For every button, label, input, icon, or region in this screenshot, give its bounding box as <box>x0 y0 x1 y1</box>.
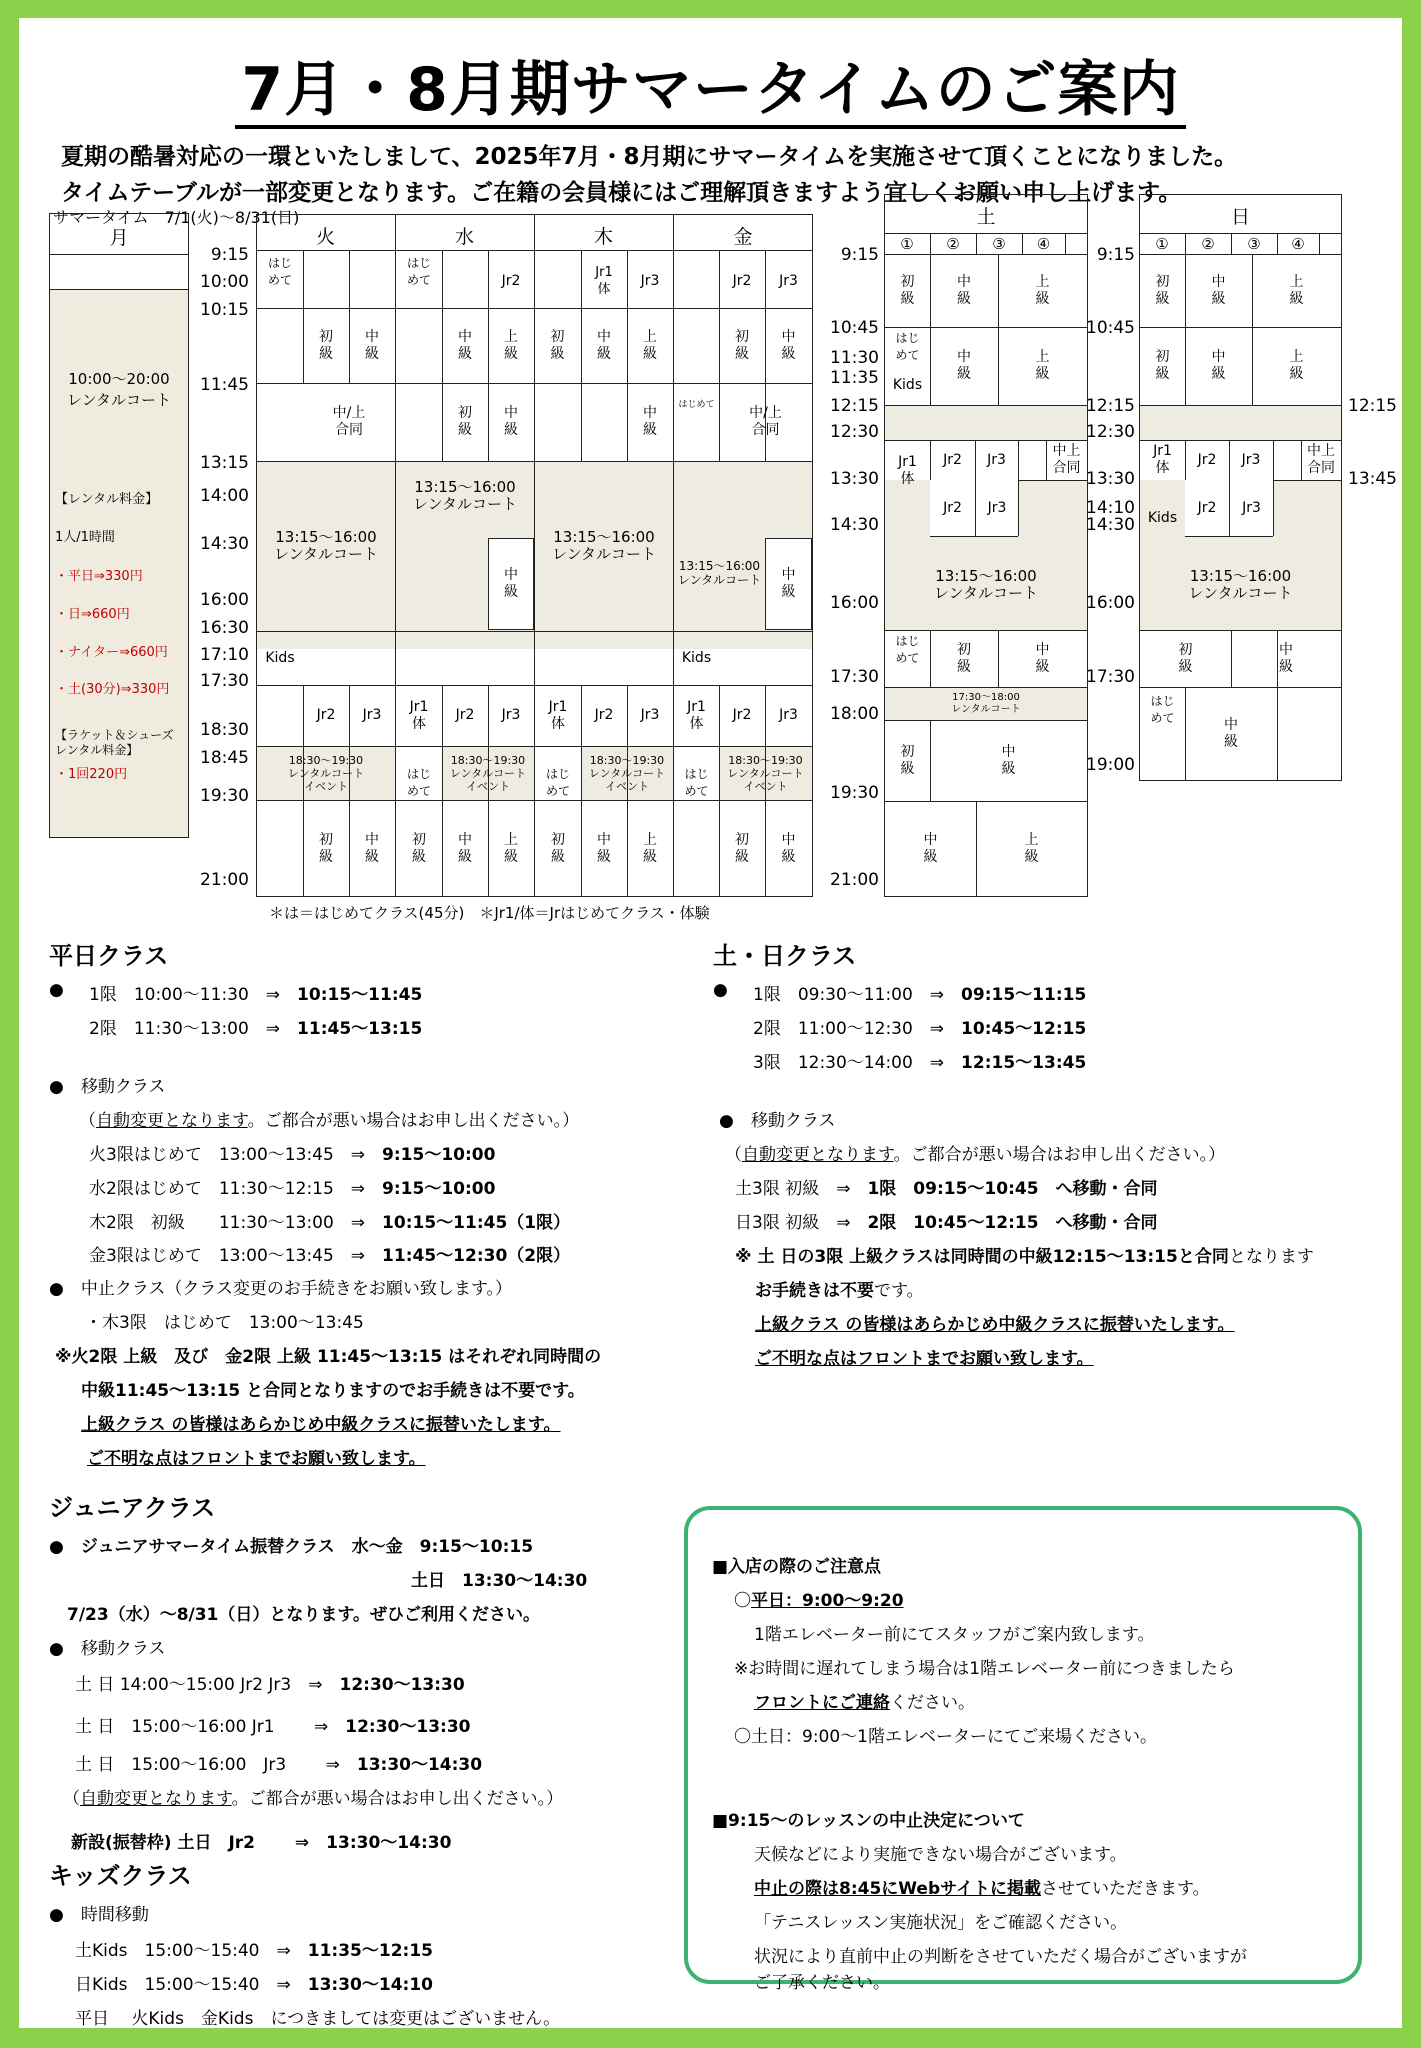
sun-chujo: 中上 合同 <box>1307 443 1335 476</box>
time-label: 10:15 <box>200 300 249 320</box>
time-label: 16:00 <box>200 590 249 610</box>
time-label: 13:30 <box>1086 469 1135 489</box>
mon-rental: 10:00～20:00 レンタルコート <box>66 370 172 409</box>
sat-hajime: はじ めて <box>895 331 920 362</box>
time-label: 18:00 <box>830 704 879 724</box>
cell-fri-shokyu: 初 級 <box>735 328 749 362</box>
cell-fri-jr3: Jr3 <box>779 272 798 289</box>
intro-line-1: 夏期の酷暑対応の一環といたしまして、2025年7月・8月期にサマータイムを実施させて頂くことになりました。 <box>61 144 1238 170</box>
time-label: 12:15 <box>1348 396 1397 416</box>
wk-l2b: 11:45～13:15 <box>297 1019 423 1039</box>
sat-court-4: ④ <box>1036 234 1051 253</box>
cell-tue-event: 18:30～19:30 レンタルコート イベント <box>287 753 365 793</box>
jr-newb: 13:30～14:30 <box>326 1833 452 1853</box>
cell-wed-hajime: はじ めて <box>406 256 431 287</box>
cell-fri-jr3-2: Jr3 <box>779 707 798 723</box>
we-n1r: となります <box>1228 1247 1314 1267</box>
time-label: 13:45 <box>1348 469 1397 489</box>
cell-tue-hajime: はじ めて <box>267 256 292 287</box>
sun-chukyu: 中 級 <box>1211 273 1226 307</box>
fee-sunday: ・日⇒660円 <box>55 607 130 622</box>
fee-sat: ・土(30分)⇒330円 <box>55 682 170 697</box>
sat-jr1: Jr1 体 <box>898 454 917 487</box>
sun-jr2: Jr2 <box>1197 451 1217 468</box>
wk-l1: 1限 10:00～11:30 ⇒ <box>89 985 281 1005</box>
jr-m2: 土 日 15:00～16:00 Jr1 ⇒ <box>75 1717 329 1737</box>
we-l2b: 10:45～12:15 <box>961 1019 1087 1039</box>
notice-h1: ■入店の際のご注意点 <box>712 1557 882 1577</box>
jr-l1b: 土日 13:30～14:30 <box>411 1571 588 1591</box>
wk-n4: ご不明な点はフロントまでお願い致します。 <box>87 1449 426 1469</box>
sat-jokyu: 上 級 <box>1035 273 1050 307</box>
cell-thu-shokyu-2: 初 級 <box>551 831 565 865</box>
sun-chukyu-3: 中 級 <box>1279 641 1293 675</box>
cell-fri-rental: 13:15～16:00 レンタルコート <box>677 559 762 587</box>
time-label: 19:30 <box>200 786 249 806</box>
sat-jokyu-2: 上 級 <box>1035 349 1050 382</box>
cell-wed-rental: 13:15～16:00 レンタルコート <box>412 478 518 513</box>
sun-shokyu-3: 初 級 <box>1178 641 1193 675</box>
cell-wed-jr3: Jr3 <box>501 707 521 723</box>
notice-q3: 「テニスレッスン実施状況」をご確認ください。 <box>754 1913 1128 1933</box>
wk-move: 移動クラス <box>80 1077 166 1097</box>
wk-auto-rest: 。ご都合が悪い場合はお申し出ください。） <box>247 1111 580 1131</box>
fee-per: 1人/1時間 <box>55 530 115 545</box>
cell-tue-jr2: Jr2 <box>316 707 336 723</box>
sat-rental: 13:15～16:00 レンタルコート <box>933 567 1039 602</box>
jr-auto: 自動変更となります <box>80 1789 232 1809</box>
time-label: 11:30 <box>830 348 879 368</box>
we-n4: ご不明な点はフロントまでお願い致します。 <box>755 1349 1094 1369</box>
cell-tue-rental: 13:15～16:00 レンタルコート <box>273 528 379 563</box>
sat-jr2-2: Jr2 <box>930 480 975 536</box>
notice-q4: 状況により直前中止の判断をさせていただく場合がございますが <box>754 1947 1247 1967</box>
we-m1b: 1限 09:15～10:45 へ移動・合同 <box>867 1179 1158 1199</box>
kids-k2: 日Kids 15:00～15:40 ⇒ <box>75 1975 291 1995</box>
junior-heading: ジュニアクラス <box>49 1494 216 1522</box>
sat-chukyu: 中 級 <box>957 273 971 307</box>
day-wed: 水 <box>454 226 474 248</box>
time-label: 16:00 <box>1086 593 1135 613</box>
weekend-heading: 土・日クラス <box>713 942 857 970</box>
cell-thu-jokyu-2: 上 級 <box>643 831 657 865</box>
sun-jokyu-2: 上 級 <box>1289 349 1304 382</box>
we-l3b: 12:15～13:45 <box>961 1053 1087 1073</box>
day-tue: 火 <box>315 226 335 248</box>
wk-m2: 水2限はじめて 11:30～12:15 ⇒ <box>89 1179 366 1199</box>
cell-fri-hajime: はじめて <box>678 399 715 410</box>
cell-tue-kids: Kids <box>265 649 295 666</box>
wk-n1: ※火2限 上級 及び 金2限 上級 11:45～13:15 はそれぞれ同時間の <box>55 1347 602 1367</box>
wk-m4b: 11:45～12:30（2限） <box>382 1246 571 1266</box>
sat-shokyu-3: 初 級 <box>900 743 915 777</box>
notice-p1: 平日：9:00～9:20 <box>751 1591 904 1611</box>
we-n3: 上級クラス の皆様はあらかじめ中級クラスに振替いたします。 <box>755 1315 1235 1335</box>
cell-wed-jokyu: 上 級 <box>504 328 518 362</box>
notice-p2: 1階エレベーター前にてスタッフがご案内致します。 <box>754 1625 1155 1645</box>
wk-auto: 自動変更となります <box>96 1111 248 1131</box>
cell-fri-chukyu-3: 中 級 <box>781 831 796 865</box>
time-label: 12:15 <box>1086 396 1135 416</box>
cell-wed-chukyu-2: 中 級 <box>504 405 518 438</box>
time-label: 11:35 <box>830 368 879 388</box>
we-m1: 土3限 初級 ⇒ <box>735 1179 851 1199</box>
jr-m3: 土 日 15:00～16:00 Jr3 ⇒ <box>75 1755 340 1775</box>
wk-stop: 中止クラス（クラス変更のお手続きをお願い致します。） <box>80 1279 512 1299</box>
wk-n3: 上級クラス の皆様はあらかじめ中級クラスに振替いたします。 <box>81 1415 561 1435</box>
time-label: 18:45 <box>200 748 249 768</box>
time-label: 14:10 <box>1086 498 1135 518</box>
sat-jokyu-3: 上 級 <box>1024 832 1039 865</box>
cell-thu-jokyu: 上 級 <box>643 328 657 362</box>
sat-rental-2: 17:30～18:00 レンタルコート <box>951 691 1021 715</box>
jr-auto-rest: 。ご都合が悪い場合はお申し出ください。） <box>231 1789 564 1809</box>
cell-tue-jr3: Jr3 <box>362 707 382 723</box>
cell-fri-chujo: 中/上 合同 <box>749 405 782 438</box>
day-thu: 木 <box>593 226 613 248</box>
cell-wed-jr1: Jr1 体 <box>409 698 429 732</box>
notice-q5: ご了承ください。 <box>754 1973 890 1993</box>
cell-thu-shokyu: 初 級 <box>550 328 565 362</box>
flyer: 7月・8月期サマータイムのご案内 夏期の酷暑対応の一環といたしまして、2025年7月・8月期にサマータイムを実施させて頂くことになりました。 タイムテーブルが一部変更となります。ご在籍の会員様にはご理解頂きますよう宜しくお願い申し上げます。 サマータイム 7/1(火)～8/31(日) 月 10:00～20:00 レンタルコート 【レンタル料金】 1人/1時間 ・平日⇒330円 ・日⇒660円 ・ナイター⇒660円 ・土(30分)⇒330円 【ラケット＆シューズ レンタル料金】 ・1回220円 火 水 木 金 はじ めて 初 級 中 級 中/上 合同 13:15～16:00 レンタルコート Kids Jr2 Jr3 18:30～19:30 レンタルコート イベント 初 級 中 級 はじ めて Jr2 中 級 上 級 初 級 中 級 13:15～16:00 レンタルコート 中 級 Jr1 体 Jr2 Jr3 はじ めて 18:30～19:30 レンタルコート イベント 初 級 中 級 上 級 Jr1 体 Jr3 初 級 中 級 上 級 中 級 13:15～16:00 レンタルコート Jr1 体 Jr2 Jr3 はじ めて 18:30～19:30 レンタルコート イベント 初 級 中 級 上 級 Jr2 Jr3 初 級 中 級 はじめて 中/上 合同 13:15～16:00 レンタルコート 中 級 Kids Jr1 体 Jr2 Jr3 はじ めて 18:30～19:30 レンタルコート イベント 初 級 中 級 9:15 10:00 10:15 11:45 13:15 14:00 14:30 16:00 16:30 17:10 17:30 18:30 18:45 19:30 21:00 ＊は＝はじめてクラス(45分) ＊Jr1/体＝Jrはじめてクラス・体験 土 ① ② ③ ④ 初 級 中 級 上 級 はじ めて Kids 中 級 上 級 Jr1 体 Jr2 Jr3 中上 合同 Jr2 Jr3 13:15～16:00 レンタルコート はじ めて 初 級 中 級 17:30～18:00 レンタルコート 初 級 中 級 中 級 上 級 9:15 10:45 11:30 11:35 12:15 12:30 13:30 14:30 16:00 17:30 18:00 19:30 21:00 日 ① ② ③ ④ 初 級 中 級 上 級 初 級 中 級 上 級 Jr1 体 Kids Jr2 Jr3 中上 合同 Jr2 Jr3 13:15～16:00 レンタルコート 初 級 中 級 はじ めて 中 級 9:15 10:45 12:15 12:30 13:30 14:10 14:30 16:00 17:30 19:00 12:15 13:45 平日クラス ● 1限 10:00～11:30 ⇒ 10:15～11:45 2限 11:30～13:00 ⇒ 11:45～13:15 ● 移動クラス （自動変更となります。ご都合が悪い場合はお申し出ください。） 火3限はじめて 13:00～13:45 ⇒ 9:15～10:00 水2限はじめて 11:30～12:15 ⇒ 9:15～10:00 木2限 初級 11:30～13:00 ⇒ 10:15～11:45（1限） 金3限はじめて 13:00～13:45 ⇒ 11:45～12:30（2限） ● 中止クラス（クラス変更のお手続きをお願い致します。） ・木3限 はじめて 13:00～13:45 ※火2限 上級 及び 金2限 上級 11:45～13:15 はそれぞれ同時間の 中級11:45～13:15 と合同となりますのでお手続きは不要です。 上級クラス の皆様はあらかじめ中級クラスに振替いたします。 ご不明な点はフロントまでお願い致します。 土・日クラス ● 1限 09:30～11:00 ⇒ 09:15～11:15 2限 11:00～12:30 ⇒ 10:45～12:15 3限 12:30～14:00 ⇒ 12:15～13:45 ● 移動クラス （自動変更となります。ご都合が悪い場合はお申し出ください。） 土3限 初級 ⇒ 1限 09:15～10:45 へ移動・合同 日3限 初級 ⇒ 2限 10:45～12:15 へ移動・合同 ※ 土 日の3限 上級クラスは同時間の中級12:15～13:15と合同となります お手続きは不要です。 上級クラス の皆様はあらかじめ中級クラスに振替いたします。 ご不明な点はフロントまでお願い致します。 ジュニアクラス ● ジュニアサマータイム振替クラス 水～金 9:15～10:15 土日 13:30～14:30 7/23（水）～8/31（日）となります。ぜひご利用ください。 ● 移動クラス 土 日 14:00～15:00 Jr2 Jr3 ⇒ 12:30～13:30 土 日 15:00～16:00 Jr1 ⇒ 12:30～13:30 土 日 15:00～16:00 Jr3 ⇒ 13:30～14:30 （自動変更となります。ご都合が悪い場合はお申し出ください。） 新設(振替枠) 土日 Jr2 ⇒ 13:30～14:30 キッズクラス ● 時間移動 土Kids 15:00～15:40 ⇒ 11:35～12:15 日Kids 15:00～15:40 ⇒ 13:30～14:10 平日 火Kids 金Kids につきましては変更はございません。 ■入店の際のご注意点 〇平日：9:00～9:20 1階エレベーター前にてスタッフがご案内致します。 ※お時間に遅れてしまう場合は1階エレベーター前につきましたら フロントにご連絡ください。 〇土日：9:00～1階エレベーターにてご来場ください。 ■9:15～のレッスンの中止決定について 天候などにより実施できない場合がございます。 中止の際は8:45にWebサイトに掲載させていただきます。 「テニスレッスン実施状況」をご確認ください。 状況により直前中止の判断をさせていただく場合がございますが ご了承ください。 <box>19 18 1402 2028</box>
cell-thu-chukyu: 中 級 <box>597 328 611 362</box>
time-label: 12:15 <box>830 396 879 416</box>
sun-kids: Kids <box>1147 509 1178 526</box>
cell-thu-chukyu-2: 中 級 <box>643 405 657 438</box>
time-label: 17:10 <box>200 645 249 665</box>
we-l1b: 09:15～11:15 <box>961 985 1087 1005</box>
sat-chukyu-4: 中 級 <box>1001 743 1016 777</box>
notice-p5: 〇土日：9:00～1階エレベーターにてご来場ください。 <box>734 1727 1157 1747</box>
jr-m3b: 13:30～14:30 <box>356 1755 483 1775</box>
jr-m2b: 12:30～13:30 <box>345 1717 471 1737</box>
sun-court-2: ② <box>1201 234 1215 253</box>
footnote: ＊は＝はじめてクラス(45分) ＊Jr1/体＝Jrはじめてクラス・体験 <box>269 904 710 922</box>
cell-tue-chukyu-2: 中 級 <box>365 831 379 865</box>
cell-wed-chukyu: 中 級 <box>458 328 472 362</box>
cell-fri-jr1: Jr1 体 <box>687 698 706 732</box>
time-label: 21:00 <box>200 870 249 890</box>
cell-fri-jr2: Jr2 <box>732 272 752 289</box>
kids-k2b: 13:30～14:10 <box>307 1975 433 1995</box>
time-label: 18:30 <box>200 720 249 740</box>
sat-chukyu-5: 中 級 <box>923 832 938 865</box>
cell-thu-chukyu-3: 中 級 <box>597 831 611 865</box>
sun-jr3-2: Jr3 <box>1230 480 1273 536</box>
kids-heading: キッズクラス <box>49 1862 192 1890</box>
sat-court-1: ① <box>900 234 914 253</box>
cell-thu-jr3: Jr3 <box>640 272 660 289</box>
period: サマータイム 7/1(火)～8/31(日) <box>53 208 300 227</box>
time-label: 11:45 <box>200 375 249 395</box>
kids-move: 時間移動 <box>80 1905 149 1925</box>
kids-k1b: 11:35～12:15 <box>307 1941 433 1961</box>
cell-wed-shokyu: 初 級 <box>458 405 472 438</box>
notice-p4u: フロントにご連絡 <box>754 1693 890 1713</box>
day-fri: 金 <box>733 226 753 248</box>
fee-weekday: ・平日⇒330円 <box>55 569 143 584</box>
intro-line-2: タイムテーブルが一部変更となります。ご在籍の会員様にはご理解頂きますよう宜しくお願い申し上げます。 <box>61 180 1182 206</box>
sat-jr3-2: Jr3 <box>976 480 1018 536</box>
sat-chukyu-3: 中 級 <box>1035 641 1050 675</box>
we-l3: 3限 12:30～14:00 ⇒ <box>753 1053 945 1073</box>
time-label: 13:30 <box>830 469 879 489</box>
sun-court-4: ④ <box>1291 234 1305 253</box>
wk-n2: 中級11:45～13:15 と合同となりますのでお手続きは不要です。 <box>81 1381 585 1401</box>
time-label: 9:15 <box>1096 245 1135 265</box>
cell-thu-hajime: はじ めて <box>545 767 570 798</box>
sun-rental: 13:15～16:00 レンタルコート <box>1188 567 1293 602</box>
cell-fri-kids: Kids <box>681 649 712 666</box>
cell-tue-shokyu: 初 級 <box>319 328 333 362</box>
wk-m2b: 9:15～10:00 <box>382 1179 496 1199</box>
sun-chukyu-2: 中 級 <box>1211 349 1226 382</box>
time-label: 21:00 <box>830 870 879 890</box>
jr-move: 移動クラス <box>80 1639 166 1659</box>
notice-p4r: ください。 <box>890 1693 975 1713</box>
time-label: 9:15 <box>840 245 879 265</box>
time-label: 10:45 <box>1086 318 1135 338</box>
cell-thu-jr1-2: Jr1 体 <box>548 698 568 732</box>
we-l2: 2限 11:00～12:30 ⇒ <box>753 1019 945 1039</box>
notice-h2: ■9:15～のレッスンの中止決定について <box>712 1811 1025 1831</box>
day-sat: 土 <box>976 206 996 228</box>
notice-q2u: 中止の際は8:45にWebサイトに掲載 <box>754 1879 1041 1899</box>
time-label: 17:30 <box>830 667 879 687</box>
sat-shokyu-2: 初 級 <box>957 641 971 675</box>
notice-p3: ※お時間に遅れてしまう場合は1階エレベーター前につきましたら <box>734 1659 1235 1679</box>
kids-k1: 土Kids 15:00～15:40 ⇒ <box>75 1941 291 1961</box>
sun-jr3: Jr3 <box>1241 451 1261 468</box>
cell-wed-jokyu-2: 上 級 <box>504 831 518 865</box>
notice-q1: 天候などにより実施できない場合がございます。 <box>754 1845 1127 1865</box>
cell-wed-jr2-2: Jr2 <box>455 707 475 723</box>
racket-head: 【ラケット＆シューズ レンタル料金】 <box>55 728 174 757</box>
cell-thu-jr1: Jr1 体 <box>595 265 613 297</box>
wk-stop1: ・木3限 はじめて 13:00～13:45 <box>85 1313 364 1333</box>
cell-wed-chukyu-3: 中 級 <box>488 538 534 630</box>
wk-m1: 火3限はじめて 13:00～13:45 ⇒ <box>89 1145 366 1165</box>
jr-m1: 土 日 14:00～15:00 Jr2 Jr3 ⇒ <box>75 1675 323 1695</box>
we-m2b: 2限 10:45～12:15 へ移動・合同 <box>867 1213 1158 1233</box>
we-m2: 日3限 初級 ⇒ <box>735 1213 851 1233</box>
weekday-heading: 平日クラス <box>49 942 169 970</box>
sun-jr2-2: Jr2 <box>1185 480 1229 536</box>
time-label: 14:30 <box>830 515 879 535</box>
cell-thu-jr3-2: Jr3 <box>640 707 660 723</box>
day-sun: 日 <box>1230 206 1250 228</box>
sun-chukyu-4: 中 級 <box>1224 717 1238 750</box>
notice-q2r: させていただきます。 <box>1040 1879 1210 1899</box>
cell-fri-event: 18:30～19:30 レンタルコート イベント <box>727 753 804 793</box>
time-label: 19:30 <box>830 783 879 803</box>
jr-l1: ジュニアサマータイム振替クラス 水～金 9:15～10:15 <box>80 1537 534 1557</box>
we-n2: お手続きは不要 <box>755 1281 874 1301</box>
fee-once: ・1回220円 <box>55 767 128 782</box>
wk-l2: 2限 11:30～13:00 ⇒ <box>89 1019 281 1039</box>
time-label: 14:00 <box>200 486 249 506</box>
sat-shokyu: 初 級 <box>900 273 915 307</box>
wk-l1b: 10:15～11:45 <box>297 985 423 1005</box>
time-label: 9:15 <box>210 245 249 265</box>
we-n2r: です。 <box>874 1281 924 1301</box>
time-label: 12:30 <box>1086 422 1135 442</box>
time-label: 13:15 <box>200 453 249 473</box>
cell-wed-event: 18:30～19:30 レンタルコート イベント <box>449 753 527 793</box>
we-n1: ※ 土 日の3限 上級クラスは同時間の中級12:15～13:15と合同 <box>735 1247 1229 1267</box>
we-move: 移動クラス <box>750 1111 836 1131</box>
cell-tue-chujo: 中/上 合同 <box>332 405 366 438</box>
time-label: 10:00 <box>200 272 249 292</box>
wk-m3: 木2限 初級 11:30～13:00 ⇒ <box>89 1213 366 1233</box>
jr-l2: 7/23（水）～8/31（日）となります。ぜひご利用ください。 <box>67 1605 541 1625</box>
fee-night: ・ナイター⇒660円 <box>55 645 168 660</box>
wk-m3b: 10:15～11:45（1限） <box>382 1213 571 1233</box>
kids-k3: 平日 火Kids 金Kids につきましては変更はございません。 <box>75 2009 561 2029</box>
sun-shokyu-2: 初 級 <box>1155 349 1170 382</box>
jr-m1b: 12:30～13:30 <box>339 1675 465 1695</box>
sun-jr1: Jr1 体 <box>1153 443 1172 476</box>
sat-court-2: ② <box>946 234 960 253</box>
cell-fri-jr2-2: Jr2 <box>732 707 752 723</box>
time-label: 14:30 <box>200 534 249 554</box>
time-label: 16:00 <box>830 593 879 613</box>
fee-head: 【レンタル料金】 <box>55 492 159 507</box>
time-label: 14:30 <box>1086 515 1135 535</box>
time-label: 19:00 <box>1086 755 1135 775</box>
cell-tue-shokyu-2: 初 級 <box>319 831 333 865</box>
page-title: 7月・8月期サマータイムのご案内 <box>19 50 1402 130</box>
sun-court-3: ③ <box>1247 234 1261 253</box>
cell-wed-shokyu-2: 初 級 <box>412 831 426 865</box>
sat-kids: Kids <box>892 377 923 393</box>
sat-jr2: Jr2 <box>943 451 962 468</box>
time-label: 17:30 <box>1086 667 1135 687</box>
we-auto: 自動変更となります <box>742 1145 894 1165</box>
cell-tue-chukyu: 中 級 <box>365 328 379 362</box>
day-mon: 月 <box>109 227 129 249</box>
cell-wed-jr2: Jr2 <box>501 272 521 289</box>
jr-new: 新設(振替枠) 土日 Jr2 ⇒ <box>71 1833 310 1853</box>
sat-court-3: ③ <box>992 234 1006 253</box>
cell-wed-chukyu-4: 中 級 <box>458 831 472 865</box>
cell-thu-jr2: Jr2 <box>594 707 614 723</box>
cell-fri-chukyu: 中 級 <box>781 328 796 362</box>
sat-chukyu-2: 中 級 <box>957 349 971 382</box>
we-auto-rest: 。ご都合が悪い場合はお申し出ください。） <box>893 1145 1226 1165</box>
sat-chujo: 中上 合同 <box>1052 443 1081 476</box>
wk-m1b: 9:15～10:00 <box>382 1145 496 1165</box>
sun-court-1: ① <box>1155 234 1169 253</box>
wk-m4: 金3限はじめて 13:00～13:45 ⇒ <box>89 1246 366 1266</box>
we-l1: 1限 09:30～11:00 ⇒ <box>753 985 945 1005</box>
sun-shokyu: 初 級 <box>1155 273 1170 307</box>
cell-fri-shokyu-2: 初 級 <box>735 831 749 865</box>
time-label: 12:30 <box>830 422 879 442</box>
sat-hajime-2: はじ めて <box>895 634 920 665</box>
cell-fri-chukyu-2: 中 級 <box>765 538 812 630</box>
sat-jr3: Jr3 <box>987 451 1006 468</box>
time-label: 17:30 <box>200 671 249 691</box>
cell-thu-event: 18:30～19:30 レンタルコート イベント <box>588 753 666 793</box>
cell-wed-hajime-2: はじ めて <box>406 767 431 798</box>
notice-box: ■入店の際のご注意点 〇平日：9:00～9:20 1階エレベーター前にてスタッフがご案内致します。 ※お時間に遅れてしまう場合は1階エレベーター前につきましたら フロントにご連絡ください。 〇土日：9:00～1階エレベーターにてご来場ください。 ■9:15～のレッスンの中止決定について 天候などにより実施できない場合がございます。 中止の際は8:45にWebサイトに掲載させていただきます。 「テニスレッスン実施状況」をご確認ください。 状況により直前中止の判断をさせていただく場合がございますが ご了承ください。 <box>684 1506 1362 1984</box>
sun-jokyu: 上 級 <box>1289 273 1304 307</box>
cell-thu-rental: 13:15～16:00 レンタルコート <box>551 528 657 563</box>
sun-hajime: はじ めて <box>1150 694 1175 725</box>
time-label: 10:45 <box>830 318 879 338</box>
cell-fri-hajime-2: はじ めて <box>684 767 709 798</box>
time-label: 16:30 <box>200 618 249 638</box>
